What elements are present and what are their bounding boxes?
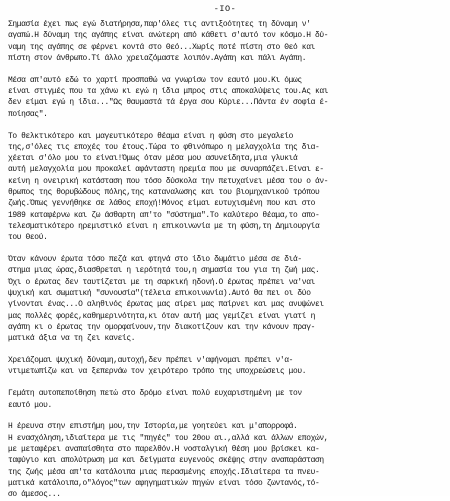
paragraph-5: Χρειάζομαι ψυχική δύναμη,αυτοχή,δεν πρέπει ν'αφήνομαι πρέπει ν'α- ντιμετωπίζω και να ξεπερνάω τον χειρότερο τρόπο της υποχρεώσεις μου. (8, 356, 307, 377)
paragraph-1: Σημασία έχει πως εγώ διατήρησα,παρ'όλες τις αντιξοότητες τη δύναμη ν' αγαπώ.Η δύναμη της αγάπης είναι ανώτερη από κάθετι σ'αυτό τον κόσμο.Η δύ- ναμη της αγάπης σε φέρνει κοντά στο Θεό...Χωρίς ποτέ πίστη στο Θεό και πίστη στον άνθρωπο.Τί άλλο χρειαζόμαστε λοιπόν.Αγάπη και πάλι Αγάπη. (8, 20, 329, 63)
body-text (8, 19, 448, 501)
paragraph-4: Όταν κάνουν έρωτα τόσο πεζά και φτηνά στο ίδιο δωμάτιο μέσα σε διά- στημα μιας ώρας,διασθρεται η ιερότητά του,η σημασία του για τη ζωή μας. Όχι ο έρωτας δεν ταυτίζεται με τη σαρκική ηδονή.Ο έρωτας πρέπει να'ναι ψυχική και σωματική "συνουσία"(τέλεια επικοινωνία).Αυτό θα πει οι δύο γίνονται ένας...Ο αληθινός έρωτας μας αίρει μας παίρνει και μας ανυψώνει μας πολλές φορές,καθημερινότητα,κι όταν αυτή μας γεμίζει είναι γιατί η αγάπη κι ο έρωτας την ομορφαίνουν,την διακοτίζουν και την κάνουν πραγ- ματικά άξια να τη ζει κανείς. (8, 255, 324, 344)
page-number: -IO- (213, 4, 237, 14)
paragraph-6: Γεμάτη αυτοπεποίθηση πετώ στο δρόμο είναι πολύ ευχαριστημένη με τον εαυτό μου. (8, 389, 302, 410)
paragraph-2: Μέσα απ'αυτό εδώ το χαρτί προσπαθώ να γνωρίσω τον εαυτό μου.Κι όμως είναι στιγμές που τα χάνω κι εγώ η ίδια μπρος στις αποκαλύψεις του.Ας και δεν είμαι εγώ η ίδια..."Ως θαυμαστά τά έργα σου Κύριε...Πάντα έν σοφία έ- ποίησας". (8, 75, 329, 119)
paragraph-3: Το θελκτικότερο και μαγευτικότερο θέαμα είναι η φύση στο μεγαλείο της,σ'όλες τις εποχές του έτους.Τώρα το φθινόπωρο η μελαγχολία της δια- χέεται σ'όλο μου το είναι!Όμως όταν μέσα μου ασυνείδητα,μια γλυκιά αυτή μελαγχολία μου προκαλεί αφάνταστη ηρεμία που με συναρπάζει.Είναι ε- κείνη η ονειρική κατάσταση που τόσο δύσκολα την πετυχαίνει μέσα του ο άν- θρωπος της θορυβώδους πόλης,της καταναλωσης και του βιομηχανικού τρόπου ζωής.Όπως γεννήθηκε σε λάθος εποχή!Μόνος είμαι ευτυχισμένη που και στο 1989 καταφέρνω και ζω άσθαρτη απ'το "σύστημα".Το καλύτερο θέαμα,το απο- τελεσματικότερο ηρεμιστικό είναι η επικοινωνία με τη φύση,τη Δημιουργία του Θεού. (8, 131, 329, 243)
paragraph-7: Η έρευνα στην επιστήμη μου,την Ιστορία,με γοητεύει και μ'απορροφά. Η ενασχόληση,ιδιαίτερα με τις "πηγές" του 20ου αι.,αλλά και άλλων εποχών, με μεταφέρει αναπαίσθητα στο παρελθόν.Η νοσταλγική θέση μου βρίσκει κα- ταφύγιο και απολύτρωση μα και δείγματα ευγενούς σκέψης στην αναπαράσταση της ζωής μέσα απ'τα κατάλοιπα μιας περασμένης εποχής.Ιδιαίτερα τα πνευ- ματικά κατάλοιπα,ο"λόγος"των αφηγηματικών πηγών είναι τόσο ζωντανός,τό- σο άμεσος... (8, 422, 329, 500)
